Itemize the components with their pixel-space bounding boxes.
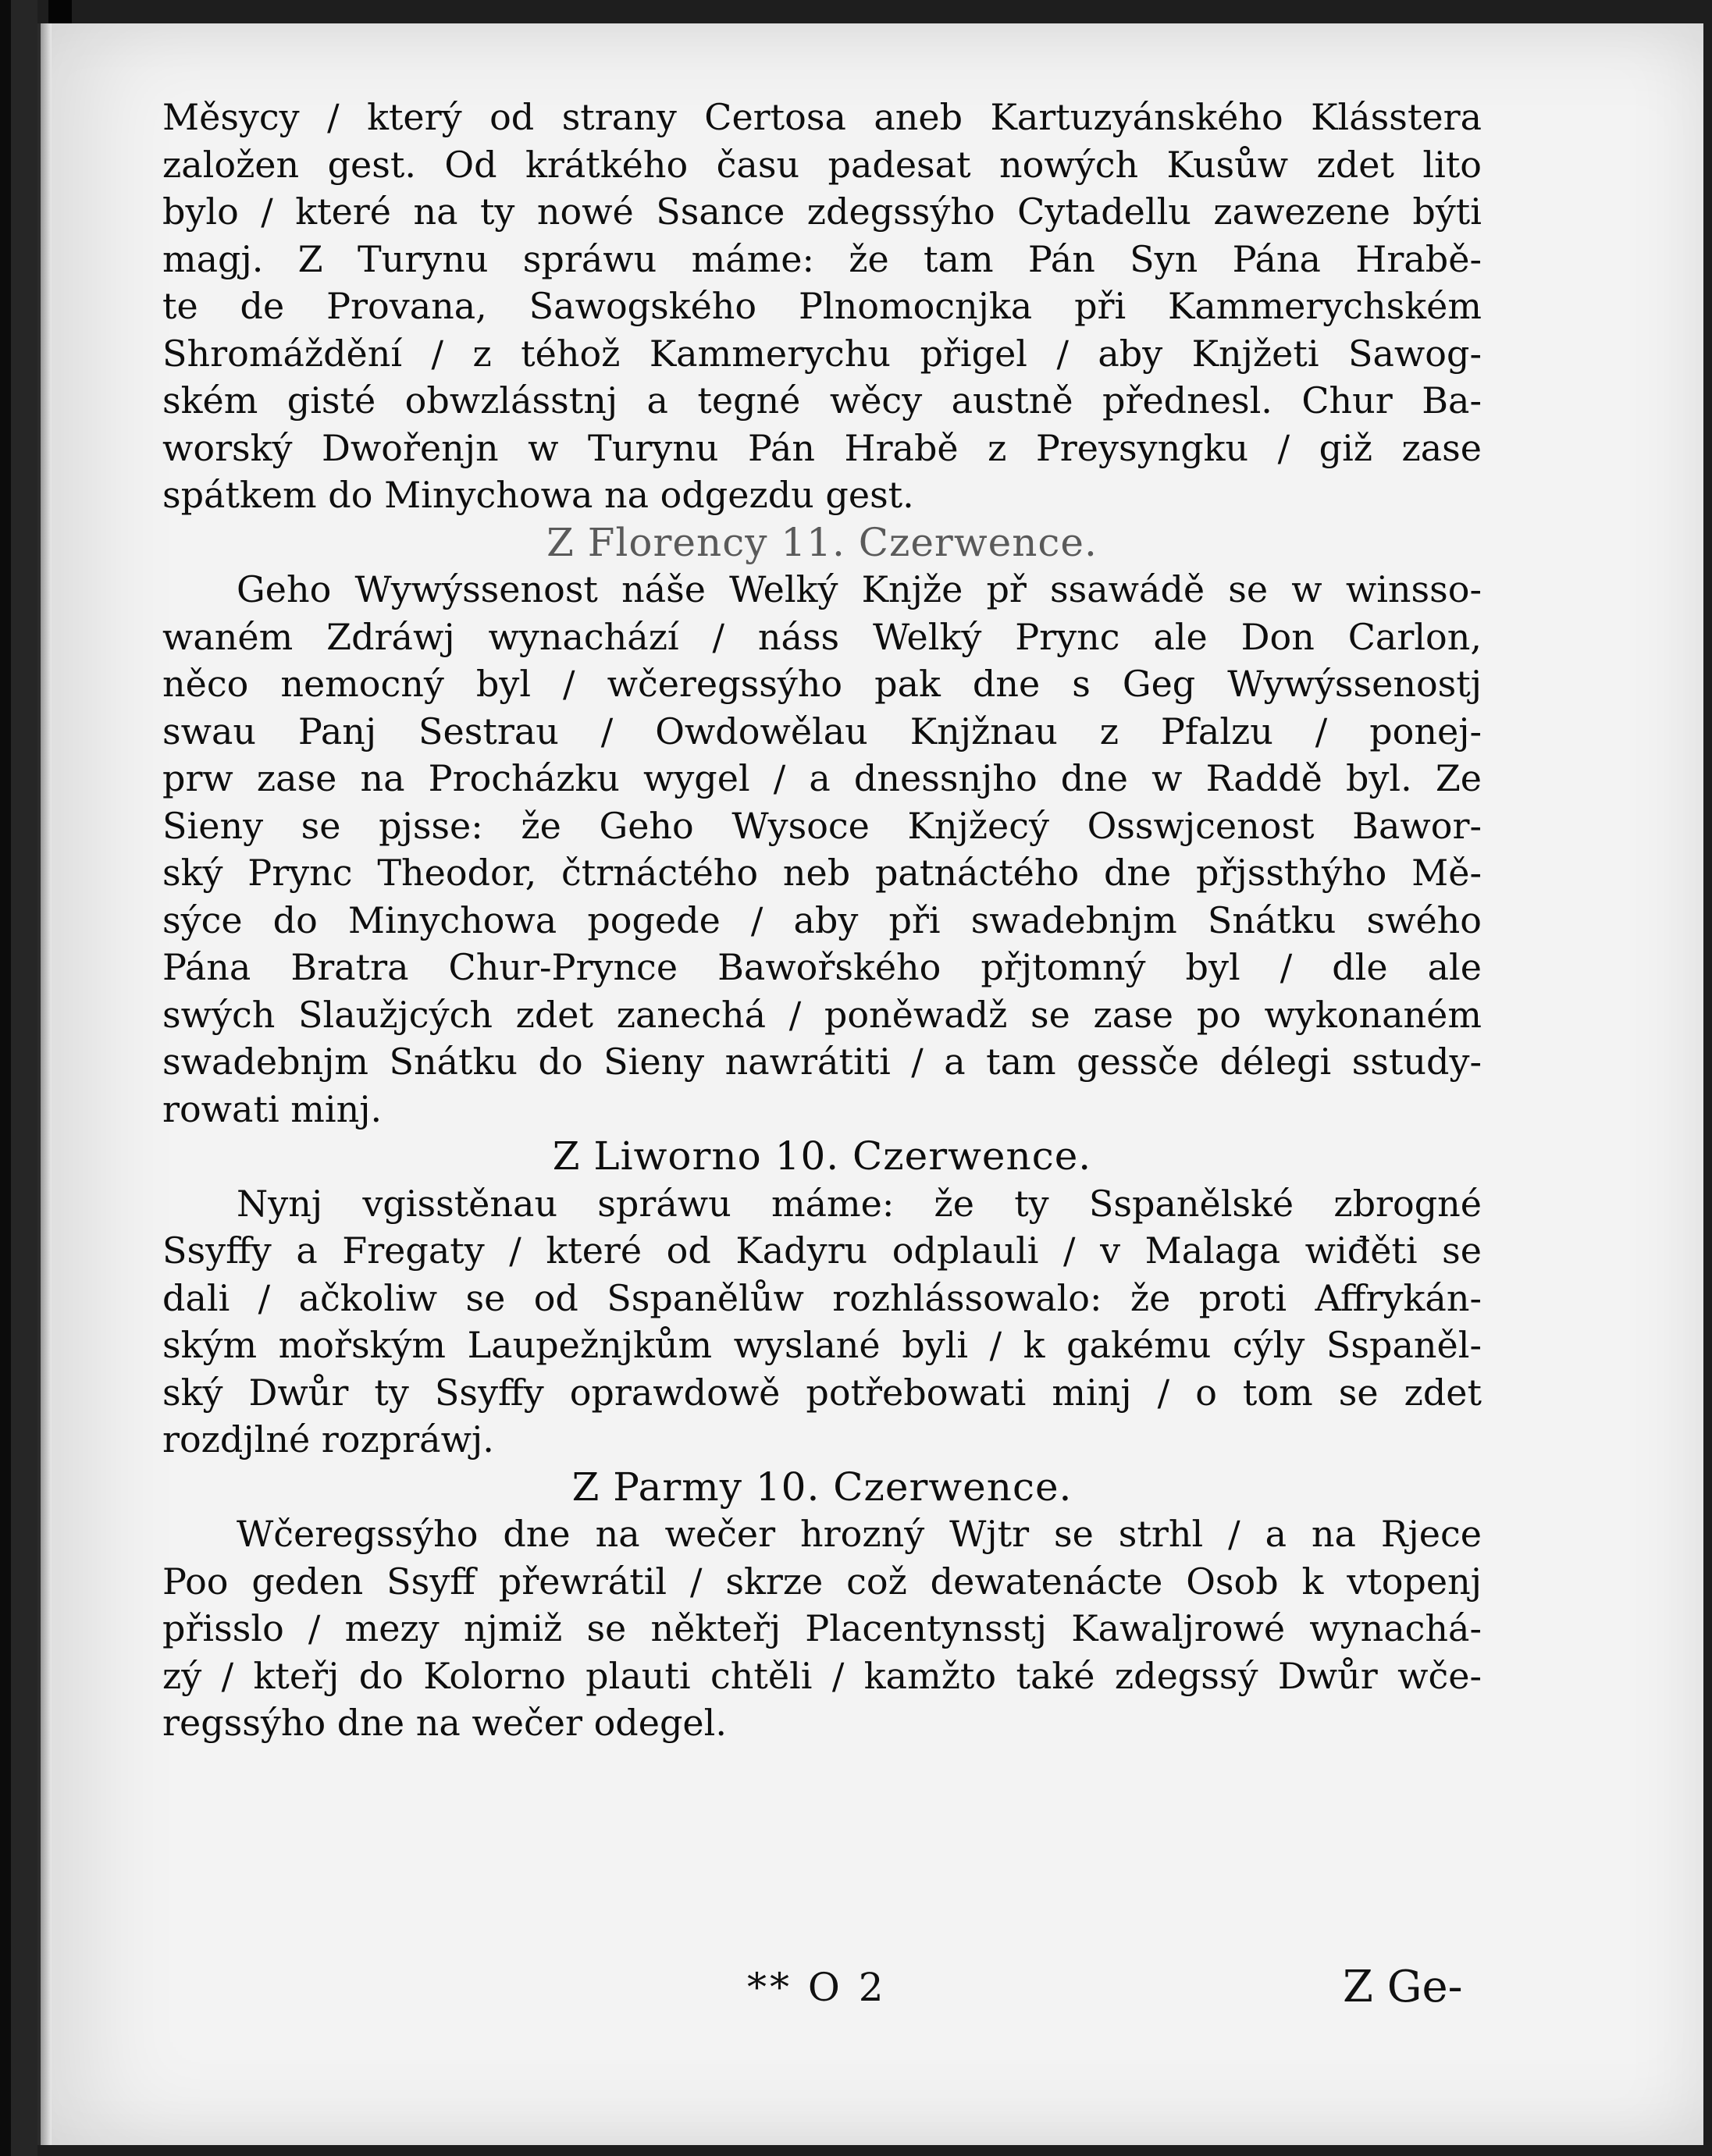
signature-mark: ** O 2	[747, 1965, 887, 2010]
text-line: ský Prync Theodor, čtrnáctého neb patnáctého dne přjssthýho Mě-	[162, 852, 1482, 894]
text-line: Shromáždění / z téhož Kammerychu přigel / aby Knjžeti Sawog-	[162, 332, 1482, 375]
viewer-left-edge	[0, 0, 11, 2156]
text-line: Ssyffy a Fregaty / které od Kadyru odplauli / v Malaga wiđěti se	[162, 1229, 1482, 1272]
catchword: Z Ge-	[1343, 1962, 1463, 2012]
text-line: založen gest. Od krátkého času padesat nowých Kusůw zdet lito	[162, 143, 1482, 186]
text-line: zý / kteřj do Kolorno plauti chtěli / kamžto také zdegssý Dwůr wče-	[162, 1654, 1482, 1697]
text-line: waném Zdráwj wynachází / náss Welký Prync ale Don Carlon,	[162, 615, 1482, 658]
page-gutter-shadow	[41, 23, 52, 2145]
text-line: rowati minj.	[162, 1087, 383, 1130]
text-line: swých Slaužjcých zdet zanechá / poněwadž se zase po wykonaném	[162, 993, 1482, 1036]
scanned-page	[37, 23, 1703, 2145]
text-line: ským mořským Laupežnjkům wyslané byli / k gakému cýly Sspaněl-	[162, 1324, 1482, 1366]
text-line: magj. Z Turynu spráwu máme: že tam Pán Syn Pána Hrabě-	[162, 237, 1482, 280]
text-line: něco nemocný byl / wčeregssýho pak dne s Geg Wywýssenostj	[162, 663, 1482, 705]
text-line: Měsycy / který od strany Certosa aneb Kartuzyánského Klásstera	[162, 96, 1482, 138]
section-heading: Z Parmy 10. Czerwence.	[571, 1464, 1073, 1510]
text-line: worský Dwořenjn w Turynu Pán Hrabě z Preysyngku / giž zase	[162, 426, 1482, 469]
text-line: spátkem do Minychowa na odgezdu gest.	[162, 474, 914, 516]
text-line: dali / ačkoliw se od Sspanělůw rozhlássowalo: že proti Affrykán-	[162, 1276, 1482, 1319]
text-line: te de Provana, Sawogského Plnomocnjka při Kammerychském	[162, 285, 1482, 327]
section-heading: Z Liworno 10. Czerwence.	[552, 1133, 1092, 1179]
text-line: Nynj vgisstěnau spráwu máme: že ty Sspanělské zbrogné	[237, 1182, 1482, 1225]
page-text-block	[162, 94, 1482, 1747]
text-line: Sieny se pjsse: že Geho Wysoce Knjžecý Osswjcenost Bawor-	[162, 804, 1482, 847]
text-line: přisslo / mezy njmiž se někteřj Placentynsstj Kawaljrowé wynachá-	[162, 1607, 1482, 1649]
text-line: regssýho dne na wečer odegel.	[162, 1702, 727, 1744]
text-line: bylo / které na ty nowé Ssance zdegssýho Cytadellu zawezene býti	[162, 190, 1482, 233]
text-line: ský Dwůr ty Ssyffy oprawdowě potřebowati minj / o tom se zdet	[162, 1371, 1482, 1414]
text-line: Wčeregssýho dne na wečer hrozný Wjtr se strhl / a na Rjece	[237, 1513, 1482, 1555]
section-heading: Z Florency 11. Czerwence.	[546, 519, 1098, 565]
text-line: Geho Wywýssenost náše Welký Knjže př ssawádě se w winsso-	[237, 568, 1482, 610]
text-line: ském gisté obwzlásstnj a tegné wěcy austně přednesl. Chur Ba-	[162, 379, 1482, 422]
text-line: swau Panj Sestrau / Owdowělau Knjžnau z Pfalzu / ponej-	[162, 710, 1482, 752]
text-line: sýce do Minychowa pogede / aby při swadebnjm Snátku swého	[162, 898, 1482, 941]
viewer-top-mark	[48, 0, 72, 27]
text-line: Poo geden Ssyff přewrátil / skrze což dewatenácte Osob k vtopenj	[162, 1560, 1482, 1603]
text-line: prw zase na Procházku wygel / a dnessnjho dne w Raddě byl. Ze	[162, 757, 1482, 799]
text-line: Pána Bratra Chur-Prynce Bawořského přjtomný byl / dle ale	[162, 946, 1482, 988]
text-line: swadebnjm Snátku do Sieny nawrátiti / a tam gessče délegi sstudy-	[162, 1041, 1482, 1083]
text-line: rozdjlné rozpráwj.	[162, 1418, 494, 1460]
